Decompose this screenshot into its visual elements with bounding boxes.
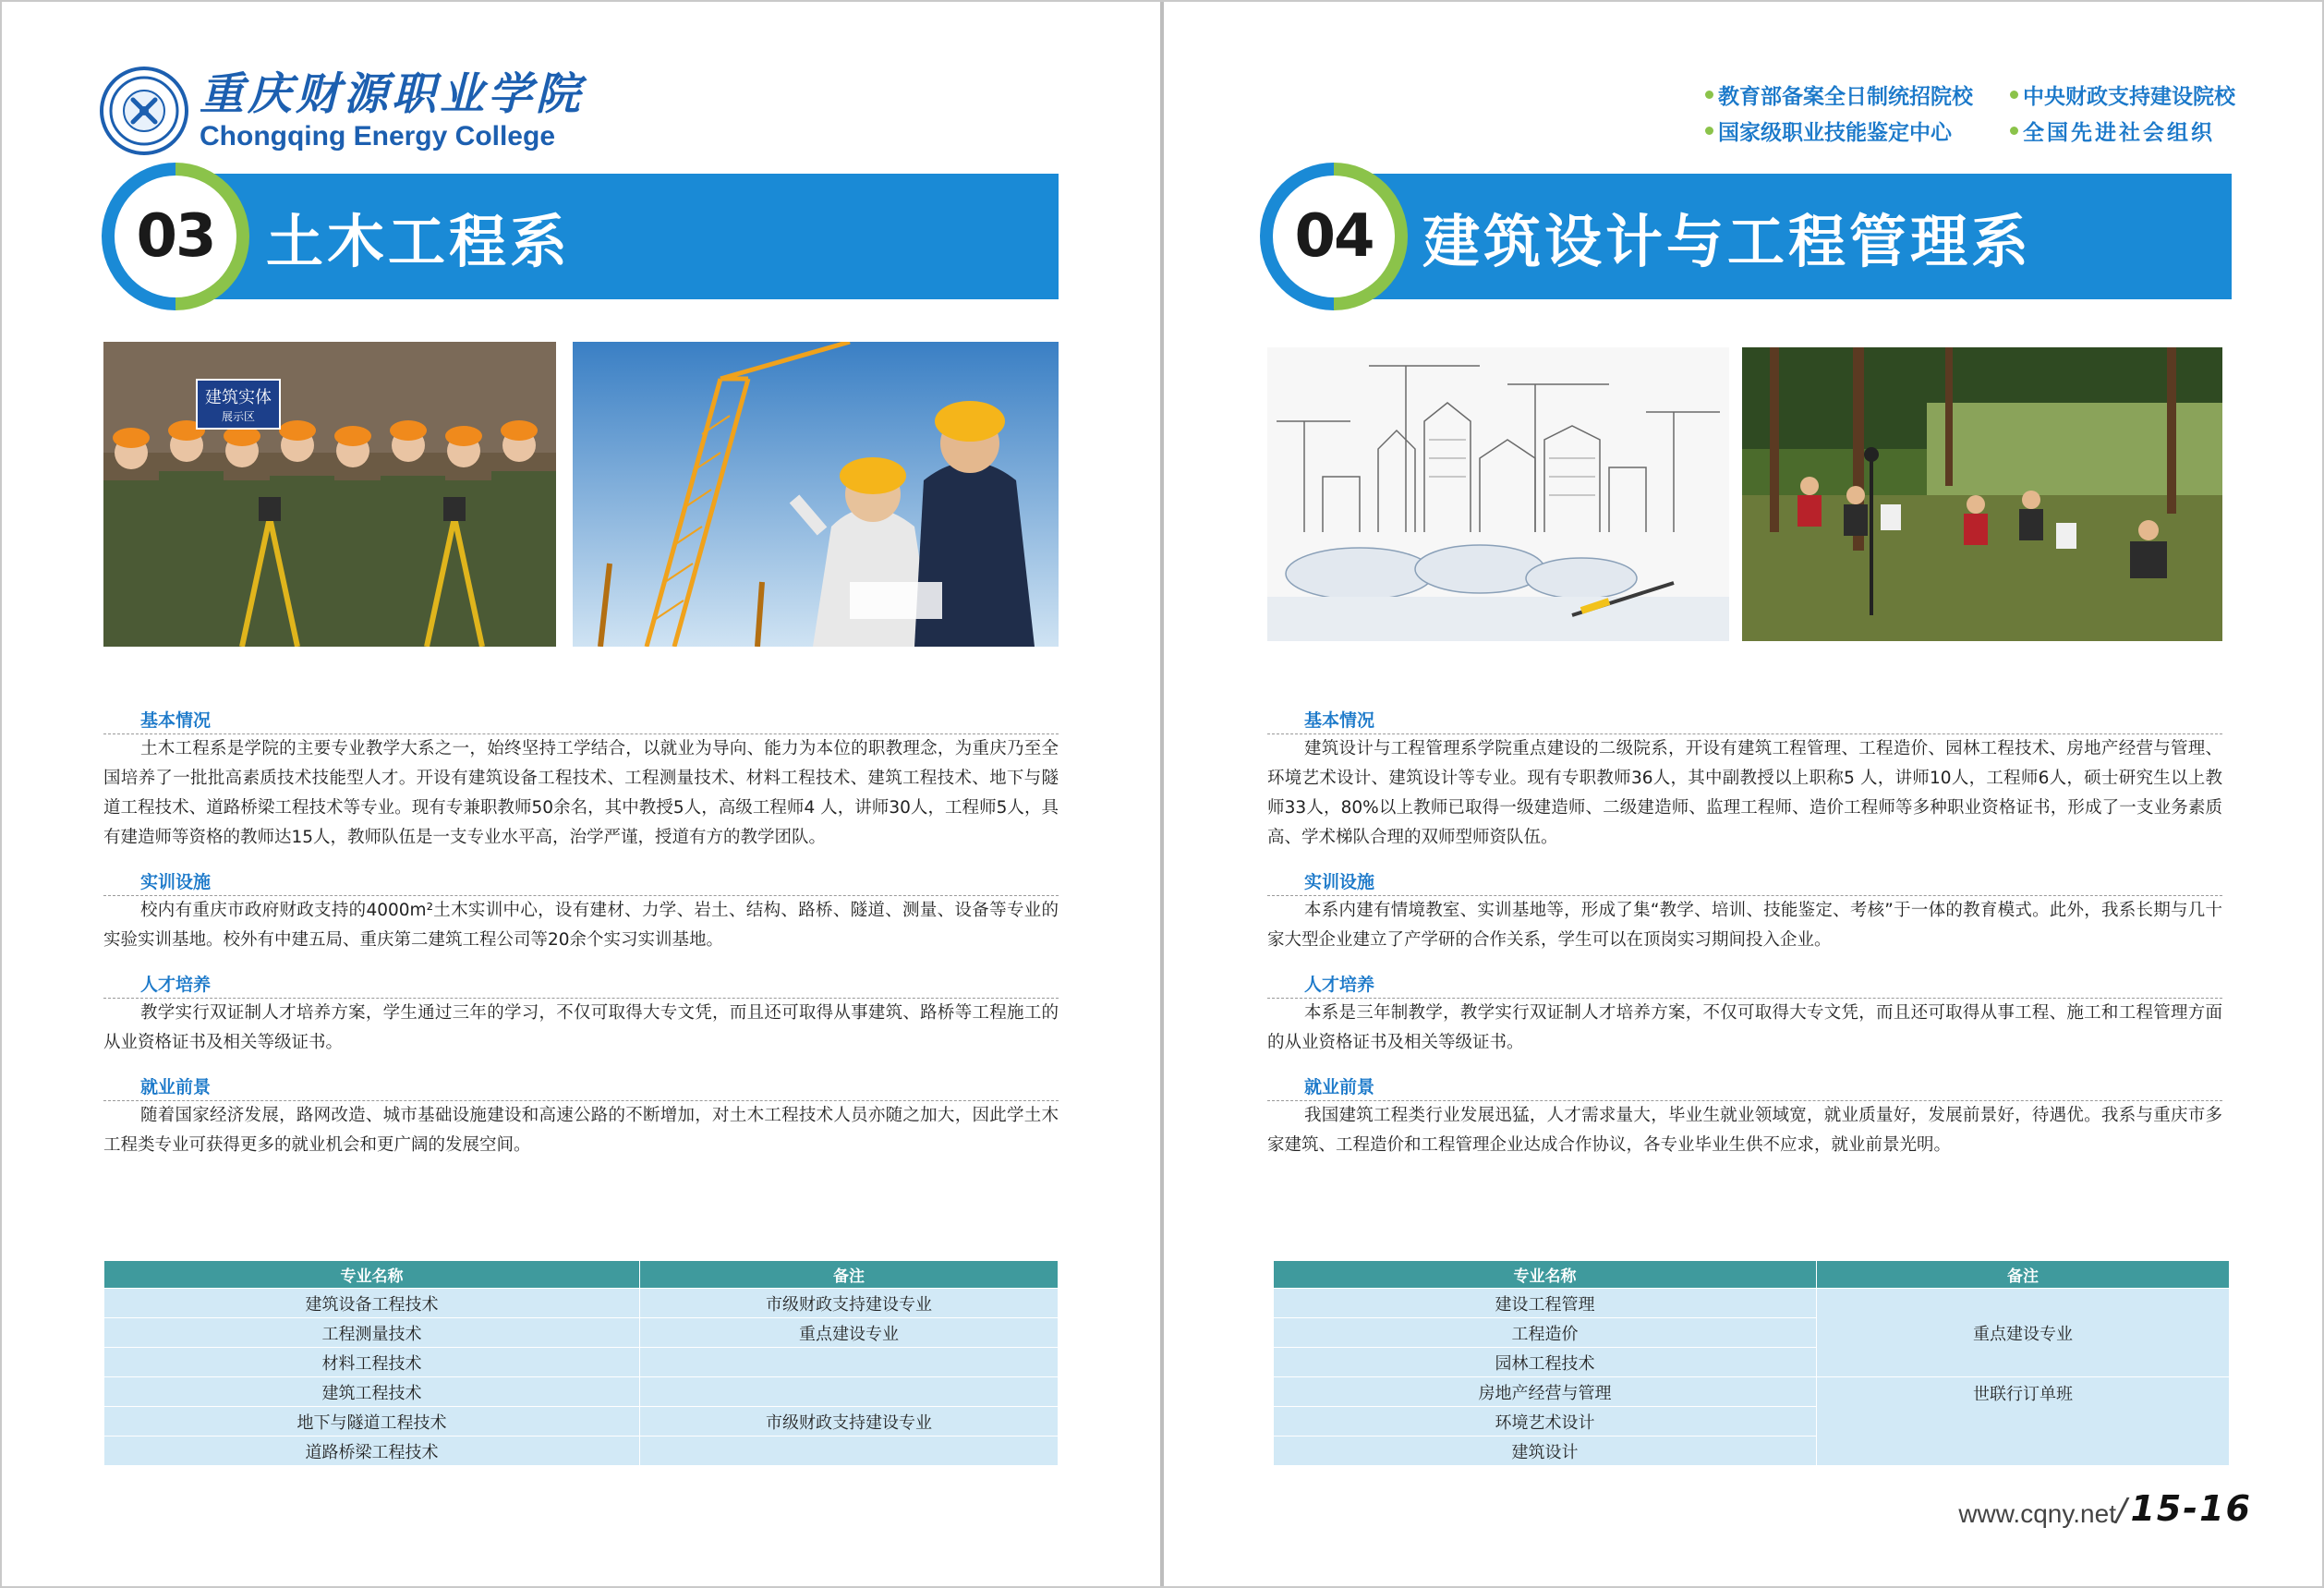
info-block-basic: [103, 708, 1059, 853]
block-text: 土木工程系是学院的主要专业教学大系之一，始终坚持工学结合，以就业为导向、能力为本位的职教理念，为重庆乃至全国培养了一批批高素质技术技能型人才。开设有建筑设备工程技术、工程测量技术、材料工程技术、建筑工程技术、地下与隧道工程技术、道路桥梁工程技术等专业。现有专兼职教师50余名，其中教授5人，高级工程师4 人，讲师30人，工程师5人，具有建造师等资格的教师达15人，教师队伍是一支专业水平高，治学严谨，授道有方的教学团队。: [103, 739, 1059, 847]
table-row: 建设工程管理 重点建设专业: [1274, 1289, 2230, 1318]
section-header-04: [1260, 163, 2232, 292]
info-block-training: [103, 972, 1059, 1058]
table-row: 建筑工程技术: [104, 1377, 1059, 1407]
page-numbers: 15-16: [2130, 1488, 2252, 1529]
info-block-basic: [1267, 708, 2222, 853]
section-title: 土木工程系: [266, 207, 572, 275]
info-block-training: [1267, 972, 2222, 1058]
college-name-cn: 重庆财源职业学院: [200, 68, 585, 120]
block-title: 基本情况: [140, 710, 212, 731]
section-number: 03: [136, 202, 215, 271]
college-logo: [100, 67, 584, 155]
badge-item: 教育部备案全日制统招院校: [1705, 79, 1973, 110]
table-header-note: 备注: [1817, 1261, 2230, 1289]
photo-students-surveying: [103, 342, 556, 647]
table-row: 园林工程技术: [1274, 1348, 2230, 1377]
majors-table-left: [103, 1260, 1059, 1466]
info-block-employment: [103, 1074, 1059, 1160]
table-row: 工程造价: [1274, 1318, 2230, 1348]
department-details: [1267, 708, 2222, 1177]
table-row: 建筑设备工程技术 市级财政支持建设专业: [104, 1289, 1059, 1318]
block-text: 随着国家经济发展，路网改造、城市基础设施建设和高速公路的不断增加，对土木工程技术人员亦随之加大，因此学土木工程类专业可获得更多的就业机会和更广阔的发展空间。: [103, 1106, 1059, 1155]
badge-item: 国家级职业技能鉴定中心: [1705, 115, 1973, 146]
left-page: [0, 0, 1160, 1588]
block-text: 我国建筑工程类行业发展迅猛，人才需求量大，毕业生就业领域宽，就业质量好，发展前景好，待遇优。我系与重庆市多家建筑、工程造价和工程管理企业达成合作协议，各专业毕业生供不应求，就业前景光明。: [1267, 1106, 2222, 1155]
table-header-major: 专业名称: [104, 1261, 640, 1289]
block-title: 就业前景: [140, 1077, 212, 1097]
badge-item: 全国先进社会组织: [2010, 115, 2235, 146]
website-url: www.cqny.net: [1958, 1499, 2116, 1528]
table-row: 环境艺术设计: [1274, 1407, 2230, 1436]
majors-table-right: [1273, 1260, 2230, 1466]
college-emblem-icon: [100, 67, 188, 155]
section-title: 建筑设计与工程管理系: [1422, 207, 2033, 275]
block-title: 实训设施: [1304, 872, 1375, 892]
college-name-en: Chongqing Energy College: [200, 121, 556, 152]
photo-outdoor-sketching: [1742, 347, 2222, 641]
table-row: 工程测量技术 重点建设专业: [104, 1318, 1059, 1348]
block-text: 建筑设计与工程管理系学院重点建设的二级院系，开设有建筑工程管理、工程造价、园林工程技术、房地产经营与管理、环境艺术设计、建筑设计等专业。现有专职教师36人，其中副教授以上职称5 人，讲师10人，工程师6人，硕士研究生以上教师33人，80%以上教师已取得一级建造师、二级建造师、监理工程师、造价工程师等多种职业资格证书，形成了一支业务素质高、学术梯队合理的双师型师资队伍。: [1267, 739, 2222, 847]
info-block-facilities: [1267, 869, 2222, 955]
block-title: 就业前景: [1304, 1077, 1375, 1097]
table-row: 地下与隧道工程技术 市级财政支持建设专业: [104, 1407, 1059, 1436]
info-block-facilities: [103, 869, 1059, 955]
table-row: 材料工程技术: [104, 1348, 1059, 1377]
info-block-employment: [1267, 1074, 2222, 1160]
photo-engineers-crane: [573, 342, 1059, 647]
table-row: 道路桥梁工程技术: [104, 1436, 1059, 1466]
page-footer: [1958, 1488, 2252, 1529]
section-header-03: [102, 163, 1059, 292]
section-number-badge: [102, 163, 249, 310]
table-row: 建筑设计: [1274, 1436, 2230, 1466]
table-header-note: 备注: [640, 1261, 1059, 1289]
photo-architecture-sketch: [1267, 347, 1729, 641]
block-title: 人才培养: [140, 975, 212, 995]
table-row: 房地产经营与管理 世联行订单班: [1274, 1377, 2230, 1407]
block-text: 本系内建有情境教室、实训基地等，形成了集“教学、培训、技能鉴定、考核”于一体的教育模式。此外，我系长期与几十家大型企业建立了产学研的合作关系，学生可以在顶岗实习期间投入企业。: [1267, 901, 2222, 950]
photo-sign-label: 建筑实体 展示区: [196, 379, 281, 430]
block-title: 基本情况: [1304, 710, 1375, 731]
badge-item: 中央财政支持建设院校: [2010, 79, 2235, 110]
department-details: [103, 708, 1059, 1177]
block-text: 本系是三年制教学，教学实行双证制人才培养方案，不仅可取得大专文凭，而且还可取得从事工程、施工和工程管理方面的从业资格证书及相关等级证书。: [1267, 1003, 2222, 1052]
block-title: 实训设施: [140, 872, 212, 892]
footer-separator: /: [2115, 1492, 2127, 1529]
section-number: 04: [1294, 202, 1374, 271]
table-header-major: 专业名称: [1274, 1261, 1817, 1289]
accreditation-badges: [1705, 79, 2235, 146]
right-page: [1164, 0, 2324, 1588]
block-text: 教学实行双证制人才培养方案，学生通过三年的学习，不仅可取得大专文凭，而且还可取得从事建筑、路桥等工程施工的从业资格证书及相关等级证书。: [103, 1003, 1059, 1052]
section-number-badge: [1260, 163, 1408, 310]
block-text: 校内有重庆市政府财政支持的4000m²土木实训中心，设有建材、力学、岩土、结构、路桥、隧道、测量、设备等专业的实验实训基地。校外有中建五局、重庆第二建筑工程公司等20余个实习实训基地。: [103, 901, 1059, 950]
block-title: 人才培养: [1304, 975, 1375, 995]
